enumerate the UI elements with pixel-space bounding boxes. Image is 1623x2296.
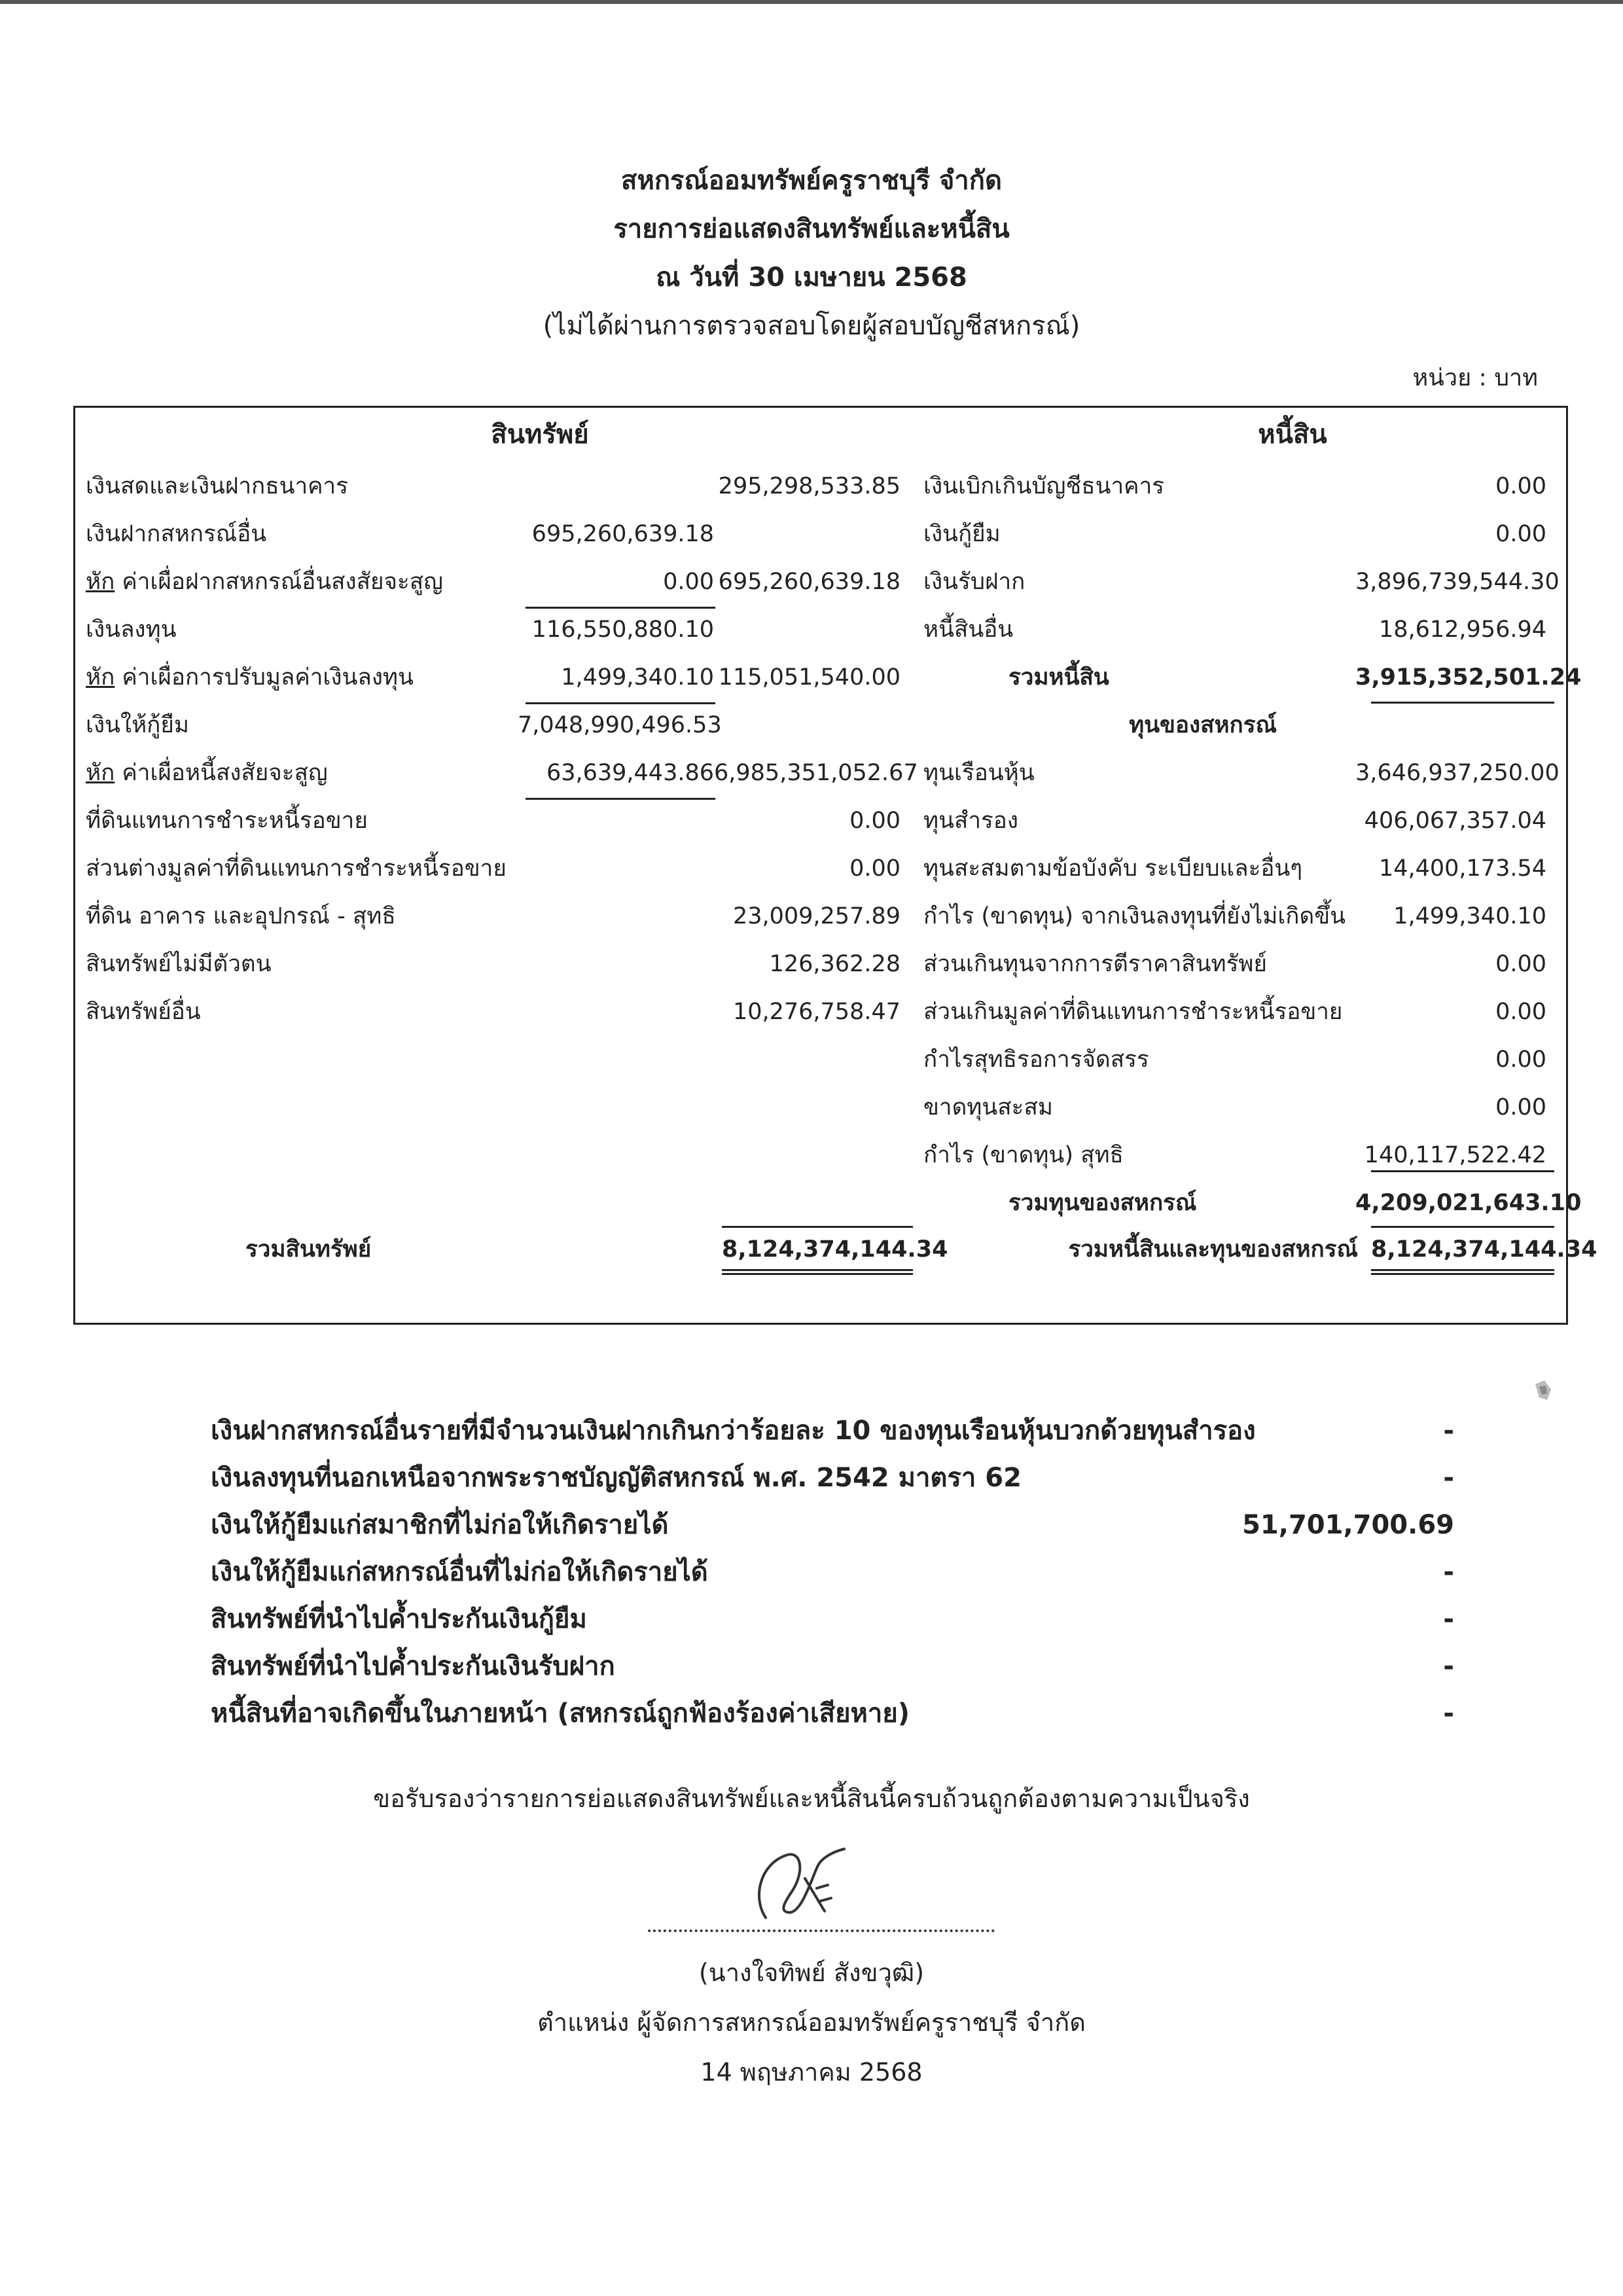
note-label: เงินให้กู้ยืมแก่สมาชิกที่ไม่ก่อให้เกิดรายได้	[211, 1510, 669, 1540]
less-prefix: หัก	[86, 760, 115, 786]
asset-label-text: ค่าเผื่อฝากสหกรณ์อื่นสงสัยจะสูญ	[115, 569, 443, 595]
note-label: หนี้สินที่อาจเกิดขึ้นในภายหน้า (สหกรณ์ถูกฟ้องร้องค่าเสียหาย)	[211, 1698, 910, 1729]
note-value: -	[1443, 1651, 1454, 1681]
rule-liab-total	[1371, 702, 1554, 704]
note-value: -	[1443, 1463, 1454, 1493]
audit-note: (ไม่ได้ผ่านการตรวจสอบโดยผู้สอบบัญชีสหกรณ์)	[543, 311, 1080, 341]
asset-amount: 115,051,540.00	[718, 664, 901, 691]
equity-row-amount: 0.00	[1495, 951, 1546, 977]
equity-row	[923, 1043, 1554, 1077]
liabilities-total	[923, 660, 1582, 694]
assets-total-label: รวมสินทรัพย์	[245, 1236, 372, 1263]
note-label: เงินฝากสหกรณ์อื่นรายที่มีจำนวนเงินฝากเกินกว่าร้อยละ 10 ของทุนเรือนหุ้นบวกด้วยทุนสำรอง	[211, 1416, 1256, 1446]
equity-row	[923, 852, 1554, 886]
asset-subamount: 1,499,340.10	[561, 664, 714, 691]
unit-label: หน่วย : บาท	[1412, 365, 1538, 391]
rule-sub-3	[526, 798, 715, 800]
equity-row-amount: 406,067,357.04	[1364, 808, 1546, 834]
asset-row	[86, 708, 982, 742]
equity-row-label: กำไรสุทธิรอการจัดสรร	[923, 1047, 1149, 1073]
asset-amount: 0.00	[849, 808, 901, 834]
note-label: เงินลงทุนที่นอกเหนือจากพระราชบัญญัติสหกรณ์ พ.ศ. 2542 มาตรา 62	[211, 1463, 1022, 1493]
asset-label-text: เงินสดและเงินฝากธนาคาร	[86, 473, 349, 499]
asset-label-text: เงินให้กู้ยืม	[86, 712, 189, 738]
asset-label	[86, 756, 328, 790]
asset-label	[86, 852, 507, 886]
asset-label-text: ค่าเผื่อการปรับมูลค่าเงินลงทุน	[115, 664, 414, 691]
equity-row-label: ขาดทุนสะสม	[923, 1094, 1053, 1121]
note-label: สินทรัพย์ที่นำไปค้ำประกันเงินกู้ยืม	[211, 1604, 587, 1634]
signer-position: ตำแหน่ง ผู้จัดการสหกรณ์ออมทรัพย์ครูราชบุรี จำกัด	[537, 2008, 1086, 2037]
asset-row	[86, 756, 982, 790]
asset-label-text: สินทรัพย์อื่น	[86, 999, 201, 1025]
balance-sheet-table	[73, 406, 1597, 1325]
liabilities-heading: หนี้สิน	[1258, 420, 1327, 450]
equity-row-amount: 1,499,340.10	[1393, 903, 1546, 929]
less-prefix: หัก	[86, 569, 115, 595]
asset-amount: 295,298,533.85	[718, 473, 901, 499]
equity-heading-label: ทุนของสหกรณ์	[1129, 712, 1277, 738]
liability-row-label: หนี้สินอื่น	[923, 617, 1014, 643]
asset-label	[86, 660, 414, 694]
grand-total-label: รวมหนี้สินและทุนของสหกรณ์	[1068, 1236, 1358, 1263]
asset-amount: 23,009,257.89	[732, 903, 901, 929]
asset-label	[86, 804, 368, 838]
equity-row	[923, 756, 1560, 790]
asset-amount: 695,260,639.18	[718, 569, 901, 595]
asset-label	[86, 517, 266, 551]
rule-equity-total	[1371, 1170, 1554, 1172]
equity-row	[923, 804, 1554, 838]
equity-row-amount: 0.00	[1495, 1094, 1546, 1121]
note-value: -	[1443, 1604, 1454, 1634]
asset-amount: 0.00	[849, 855, 901, 882]
grand-total-value: 8,124,374,144.34	[1371, 1236, 1597, 1263]
scan-top-edge	[0, 0, 1623, 4]
note-label: เงินให้กู้ยืมแก่สหกรณ์อื่นที่ไม่ก่อให้เกิดรายได้	[211, 1557, 708, 1587]
asset-label	[86, 565, 443, 599]
liability-row-amount: 18,612,956.94	[1378, 617, 1546, 643]
equity-row-label: กำไร (ขาดทุน) จากเงินลงทุนที่ยังไม่เกิดขึ้น	[923, 903, 1346, 929]
equity-total-amount: 4,209,021,643.10	[1355, 1190, 1582, 1216]
note-value: 51,701,700.69	[1242, 1510, 1454, 1540]
asset-label-text: เงินลงทุน	[86, 617, 177, 643]
note-item	[211, 1501, 1454, 1549]
note-item	[211, 1596, 1454, 1643]
equity-row-label: ส่วนเกินทุนจากการตีราคาสินทรัพย์	[923, 951, 1267, 977]
asset-label-text: สินทรัพย์ไม่มีตัวตน	[86, 951, 272, 977]
asset-row	[86, 804, 982, 838]
asset-label-text: ที่ดินแทนการชำระหนี้รอขาย	[86, 808, 368, 834]
rule-sub-2	[526, 702, 715, 704]
double-rule-grand-total	[1371, 1269, 1554, 1275]
equity-row	[923, 1090, 1554, 1124]
note-item	[211, 1549, 1454, 1596]
disclosure-notes	[211, 1407, 1454, 1737]
equity-row-label: ทุนสำรอง	[923, 808, 1018, 834]
equity-row	[923, 899, 1554, 933]
asset-label	[86, 613, 177, 647]
liability-row	[923, 517, 1554, 551]
equity-row	[923, 995, 1554, 1029]
asset-row	[86, 613, 982, 647]
asset-amount: 10,276,758.47	[732, 999, 901, 1025]
equity-heading	[923, 708, 1554, 742]
certification-text: ขอรับรองว่ารายการย่อแสดงสินทรัพย์และหนี้สินนี้ครบถ้วนถูกต้องตามความเป็นจริง	[373, 1784, 1250, 1813]
equity-row-amount: 0.00	[1495, 1047, 1546, 1073]
liability-row-amount: 3,896,739,544.30	[1355, 569, 1560, 595]
rule-grand-total	[1371, 1226, 1554, 1228]
asset-label-text: เงินฝากสหกรณ์อื่น	[86, 521, 267, 547]
equity-row-amount: 14,400,173.54	[1378, 855, 1546, 882]
liability-row-amount: 0.00	[1495, 473, 1546, 499]
asset-amount: 126,362.28	[769, 951, 901, 977]
asset-row	[86, 660, 982, 694]
note-value: -	[1443, 1557, 1454, 1587]
equity-row-label: กำไร (ขาดทุน) สุทธิ	[923, 1142, 1124, 1168]
asset-label-text: ที่ดิน อาคาร และอุปกรณ์ - สุทธิ	[86, 903, 396, 929]
liabilities-total-label: รวมหนี้สิน	[1008, 664, 1109, 691]
rule-sub-1	[526, 607, 715, 609]
double-rule-assets	[722, 1269, 913, 1275]
asset-subamount: 0.00	[663, 569, 714, 595]
asset-subamount: 116,550,880.10	[531, 617, 714, 643]
liabilities-total-amount: 3,915,352,501.24	[1355, 664, 1582, 691]
signature-mark	[740, 1839, 857, 1931]
liability-row	[923, 469, 1554, 503]
liability-row-label: เงินกู้ยืม	[923, 521, 1001, 547]
report-title: รายการย่อแสดงสินทรัพย์และหนี้สิน	[613, 214, 1010, 244]
liability-row-amount: 0.00	[1495, 521, 1546, 547]
asset-row	[86, 469, 982, 503]
signature-line	[648, 1929, 995, 1932]
asset-label-text: ส่วนต่างมูลค่าที่ดินแทนการชำระหนี้รอขาย	[86, 855, 507, 882]
asset-row	[86, 852, 982, 886]
note-label: สินทรัพย์ที่นำไปค้ำประกันเงินรับฝาก	[211, 1651, 615, 1681]
assets-total-value: 8,124,374,144.34	[722, 1236, 948, 1263]
note-item	[211, 1643, 1454, 1690]
equity-total	[923, 1186, 1582, 1220]
note-item	[211, 1407, 1454, 1454]
asset-row	[86, 899, 982, 933]
org-name: สหกรณ์ออมทรัพย์ครูราชบุรี จำกัด	[621, 166, 1002, 196]
asset-label	[86, 995, 201, 1029]
less-prefix: หัก	[86, 664, 115, 691]
equity-row-label: ส่วนเกินมูลค่าที่ดินแทนการชำระหนี้รอขาย	[923, 999, 1343, 1025]
equity-row-amount: 0.00	[1495, 999, 1546, 1025]
asset-subamount: 695,260,639.18	[531, 521, 714, 547]
sign-date: 14 พฤษภาคม 2568	[700, 2058, 923, 2087]
liability-row-label: เงินเบิกเกินบัญชีธนาคาร	[923, 473, 1165, 499]
equity-row-label: ทุนสะสมตามข้อบังคับ ระเบียบและอื่นๆ	[923, 855, 1303, 882]
asset-row	[86, 947, 982, 981]
assets-heading: สินทรัพย์	[491, 420, 589, 450]
note-item	[211, 1690, 1454, 1737]
rule-assets-total	[722, 1226, 913, 1228]
report-date: ณ วันที่ 30 เมษายน 2568	[656, 262, 967, 293]
liability-row-label: เงินรับฝาก	[923, 569, 1026, 595]
equity-row	[923, 947, 1554, 981]
equity-row-label: ทุนเรือนหุ้น	[923, 760, 1035, 786]
equity-row-amount: 3,646,937,250.00	[1355, 760, 1560, 786]
asset-label	[86, 469, 348, 503]
scan-speck	[1531, 1378, 1555, 1404]
signer-name: (นางใจทิพย์ สังขวุฒิ)	[698, 1958, 925, 1987]
liability-row	[923, 565, 1560, 599]
asset-label	[86, 947, 272, 981]
equity-total-label: รวมทุนของสหกรณ์	[1008, 1190, 1197, 1216]
note-value: -	[1443, 1416, 1454, 1446]
asset-subamount: 7,048,990,496.53	[518, 712, 722, 738]
note-item	[211, 1454, 1454, 1501]
asset-label	[86, 708, 189, 742]
equity-row-amount: 140,117,522.42	[1364, 1142, 1546, 1168]
asset-row	[86, 565, 982, 599]
asset-subamount: 63,639,443.86	[546, 760, 714, 786]
note-value: -	[1443, 1698, 1454, 1729]
asset-label	[86, 899, 396, 933]
equity-row	[923, 1138, 1554, 1172]
liability-row	[923, 613, 1554, 647]
asset-amount: 6,985,351,052.67	[714, 760, 918, 786]
asset-row	[86, 517, 982, 551]
asset-row	[86, 995, 982, 1029]
asset-label-text: ค่าเผื่อหนี้สงสัยจะสูญ	[115, 760, 328, 786]
